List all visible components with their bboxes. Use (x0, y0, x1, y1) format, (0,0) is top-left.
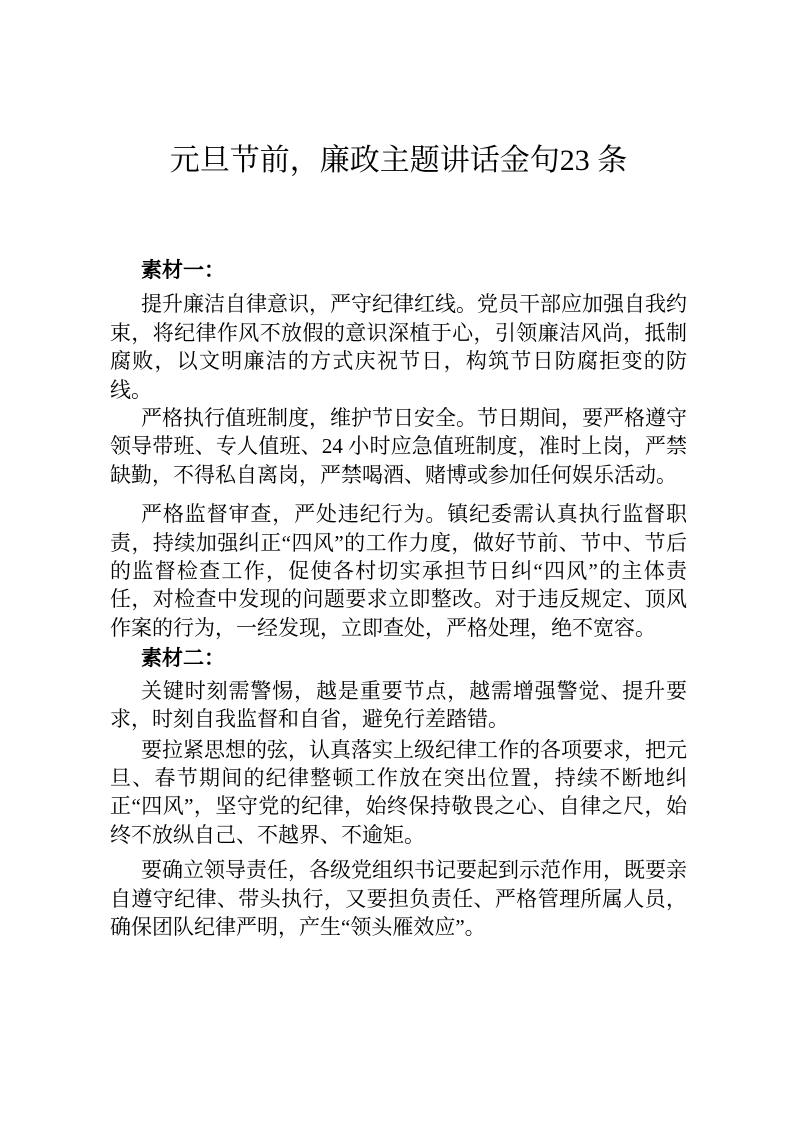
section-heading-2: 素材二： (141, 646, 225, 671)
paragraph: 严格监督审查，严处违纪行为。镇纪委需认真执行监督职责，持续加强纠正“四风”的工作力度，做好节前、节中、节后的监督检查工作，促使各村切实承担节日纠“四风”的主体责任，对检查中发现的问题要求立即整改。对于违反规定、顶风作案的行为，一经发现，立即查处，严格处理，绝不宽容。 (110, 502, 687, 640)
paragraph: 严格执行值班制度，维护节日安全。节日期间，要严格遵守领导带班、专人值班、24 小时应急值班制度，准时上岗，严禁缺勤，不得私自离岗，严禁喝酒、赌博或参加任何娱乐活动。 (110, 406, 687, 487)
document-title: 元旦节前，廉政主题讲话金句23 条 (169, 144, 628, 177)
section-heading-1: 素材一： (141, 258, 225, 282)
paragraph: 关键时刻需警惕，越是重要节点，越需增强警觉、提升要求，时刻自我监督和自省，避免行差踏错。 (110, 678, 687, 732)
paragraph: 要确立领导责任，各级党组织书记要起到示范作用，既要亲自遵守纪律、带头执行，又要担负责任、严格管理所属人员，确保团队纪律严明，产生“领头雁效应”。 (110, 858, 687, 939)
document-content (110, 0, 687, 941)
paragraph: 提升廉洁自律意识，严守纪律红线。党员干部应加强自我约束，将纪律作风不放假的意识深植于心，引领廉洁风尚，抵制腐败，以文明廉洁的方式庆祝节日，构筑节日防腐拒变的防线。 (110, 292, 687, 402)
paragraph: 要拉紧思想的弦，认真落实上级纪律工作的各项要求，把元旦、春节期间的纪律整顿工作放在突出位置，持续不断地纠正“四风”，坚守党的纪律，始终保持敬畏之心、自律之尺，始终不放纵自己、不越界、不逾矩。 (110, 737, 687, 847)
